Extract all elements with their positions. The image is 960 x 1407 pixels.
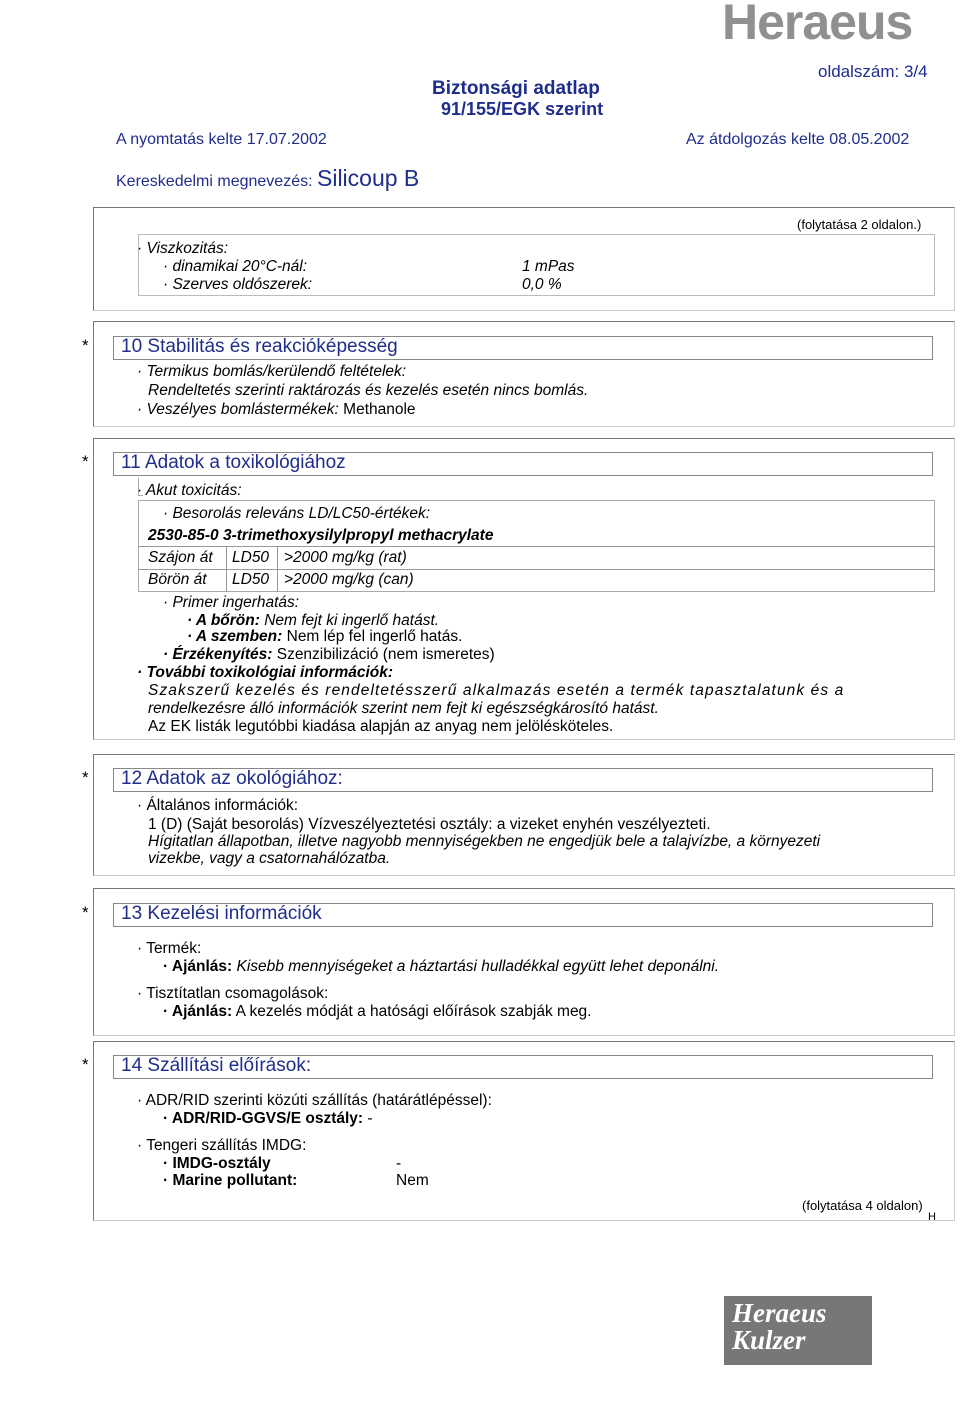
heraeus-logo: Heraeus [722, 0, 913, 50]
table-top-line [138, 546, 935, 547]
trade-name-label: Kereskedelmi megnevezés: [116, 173, 313, 190]
section14-title: 14 Szállítási előírások: [121, 1055, 312, 1076]
route-oral: Szájon át [148, 549, 213, 566]
adr-label: · ADR/RID szerinti közúti szállítás (határátlépéssel): [137, 1092, 492, 1109]
trade-name [116, 165, 419, 192]
adr-class [163, 1110, 373, 1128]
recommendation-2 [163, 1003, 592, 1021]
hazardous-value: Methanole [338, 401, 416, 418]
general-info-label: · Általános információk: [137, 797, 299, 814]
logo-line-2: Kulzer [732, 1325, 806, 1355]
product-label: · Termék: [137, 940, 202, 957]
rec1-label: · Ajánlás: [163, 958, 233, 975]
solvents-value: 0,0 % [522, 276, 562, 293]
eye-effect [187, 628, 462, 646]
further-line-1: Szakszerű kezelés és rendeltetésszerű alkalmazás esetén a termék tapasztalatunk és a [148, 682, 845, 699]
rec2-label: · Ajánlás: [163, 1003, 233, 1020]
document-subtitle: 91/155/EGK szerint [441, 99, 604, 119]
thermal-label: · Termikus bomlás/kerülendő feltételek: [137, 363, 407, 380]
table-mid-line [138, 569, 935, 570]
section10-marker: * [82, 336, 89, 355]
viscosity-dynamic-label: · dinamikai 20°C-nál: [163, 258, 308, 275]
section12-heading [113, 768, 933, 792]
imdg-label: · Tengeri szállítás IMDG: [137, 1137, 307, 1154]
eco-line-1: 1 (D) (Saját besorolás) Vízveszélyeztetési osztály: a vizeket enyhén veszélyezteti. [148, 816, 711, 833]
section11-heading [113, 452, 933, 476]
section10-heading [113, 336, 933, 360]
recommendation-1 [163, 958, 719, 976]
skin-label: · A bőrön: [187, 612, 260, 629]
route-dermal: Börön át [148, 571, 207, 588]
substance-name: 2530-85-0 3-trimethoxysilylpropyl methacrylate [148, 527, 494, 544]
hazardous-products [137, 401, 416, 419]
imdg-class-label: · IMDG-osztály [163, 1155, 271, 1172]
continued-from-note: (folytatása 2 oldalon.) [797, 217, 922, 232]
eco-line-2: Hígitatlan állapotban, illetve nagyobb mennyiségekben ne engedjük bele a talajvízbe, a környezeti [148, 833, 821, 850]
rec1-value: Kisebb mennyiségeket a háztartási hulladékkal együtt lehet deponálni. [232, 958, 720, 975]
thermal-text: Rendeltetés szerinti raktározás és kezelés esetén nincs bomlás. [148, 382, 589, 399]
trade-name-value: Silicoup B [317, 165, 420, 191]
section13-heading [113, 903, 933, 927]
eco-line-3: vizekbe, vagy a csatornahálózatba. [148, 850, 391, 867]
document-title: Biztonsági adatlap [432, 78, 600, 99]
section10-title: 10 Stabilitás és reakcióképesség [121, 336, 398, 357]
value-dermal: >2000 mg/kg (can) [284, 571, 414, 588]
sens-label: · Érzékenyítés: [163, 646, 273, 663]
section13-title: 13 Kezelési információk [121, 903, 322, 924]
print-date: A nyomtatás kelte 17.07.2002 [116, 131, 327, 148]
packaging-label: · Tisztítatlan csomagolások: [137, 985, 329, 1002]
section12-marker: * [82, 768, 89, 787]
sens-value: Szenzibilizáció (nem ismeretes) [272, 646, 495, 663]
imdg-class-value: - [396, 1155, 402, 1172]
further-line-3: Az EK listák legutóbbi kiadása alapján az anyag nem jelölésköteles. [148, 718, 614, 735]
adr-class-label: · ADR/RID-GGVS/E osztály: [163, 1110, 364, 1127]
viscosity-dynamic-value: 1 mPas [522, 258, 575, 275]
eye-label: · A szemben: [187, 628, 283, 645]
further-label: · További toxikológiai információk: [137, 664, 394, 681]
hazardous-label: · Veszélyes bomlástermékek: [137, 401, 339, 418]
page-number: oldalszám: 3/4 [818, 62, 928, 81]
type-dermal: LD50 [232, 571, 270, 588]
continued-to-note: (folytatása 4 oldalon) [802, 1198, 923, 1213]
marine-pollutant-value: Nem [396, 1172, 429, 1189]
viscosity-label: · Viszkozitás: [137, 240, 229, 257]
skin-value: Nem fejt ki ingerlő hatást. [259, 612, 440, 629]
primary-label: · Primer ingerhatás: [163, 594, 300, 611]
solvents-label: · Szerves oldószerek: [163, 276, 313, 293]
ld-label: · Besorolás releváns LD/LC50-értékek: [163, 505, 431, 522]
type-oral: LD50 [232, 549, 270, 566]
adr-class-value: - [363, 1110, 373, 1127]
further-line-2: rendelkezésre álló információk szerint nem fejt ki egészségkárosító hatást. [148, 700, 659, 717]
section12-title: 12 Adatok az okológiához: [121, 768, 343, 789]
value-oral: >2000 mg/kg (rat) [284, 549, 407, 566]
section13-marker: * [82, 903, 89, 922]
footer-mark: H [928, 1211, 936, 1223]
logo-line-1: Heraeus [732, 1298, 827, 1328]
sensitization [163, 646, 495, 664]
revision-date: Az átdolgozás kelte 08.05.2002 [686, 131, 910, 148]
rec2-value: A kezelés módját a hatósági előírások szabják meg. [232, 1003, 592, 1020]
section11-title: 11 Adatok a toxikológiához [121, 452, 346, 473]
marine-pollutant-label: · Marine pollutant: [163, 1172, 298, 1189]
heraeus-kulzer-logo [724, 1296, 872, 1365]
section14-heading [113, 1055, 933, 1079]
eye-value: Nem lép fel ingerlő hatás. [282, 628, 463, 645]
section11-marker: * [82, 452, 89, 471]
section14-marker: * [82, 1055, 89, 1074]
acute-label: · Akut toxicitás: [137, 482, 242, 499]
